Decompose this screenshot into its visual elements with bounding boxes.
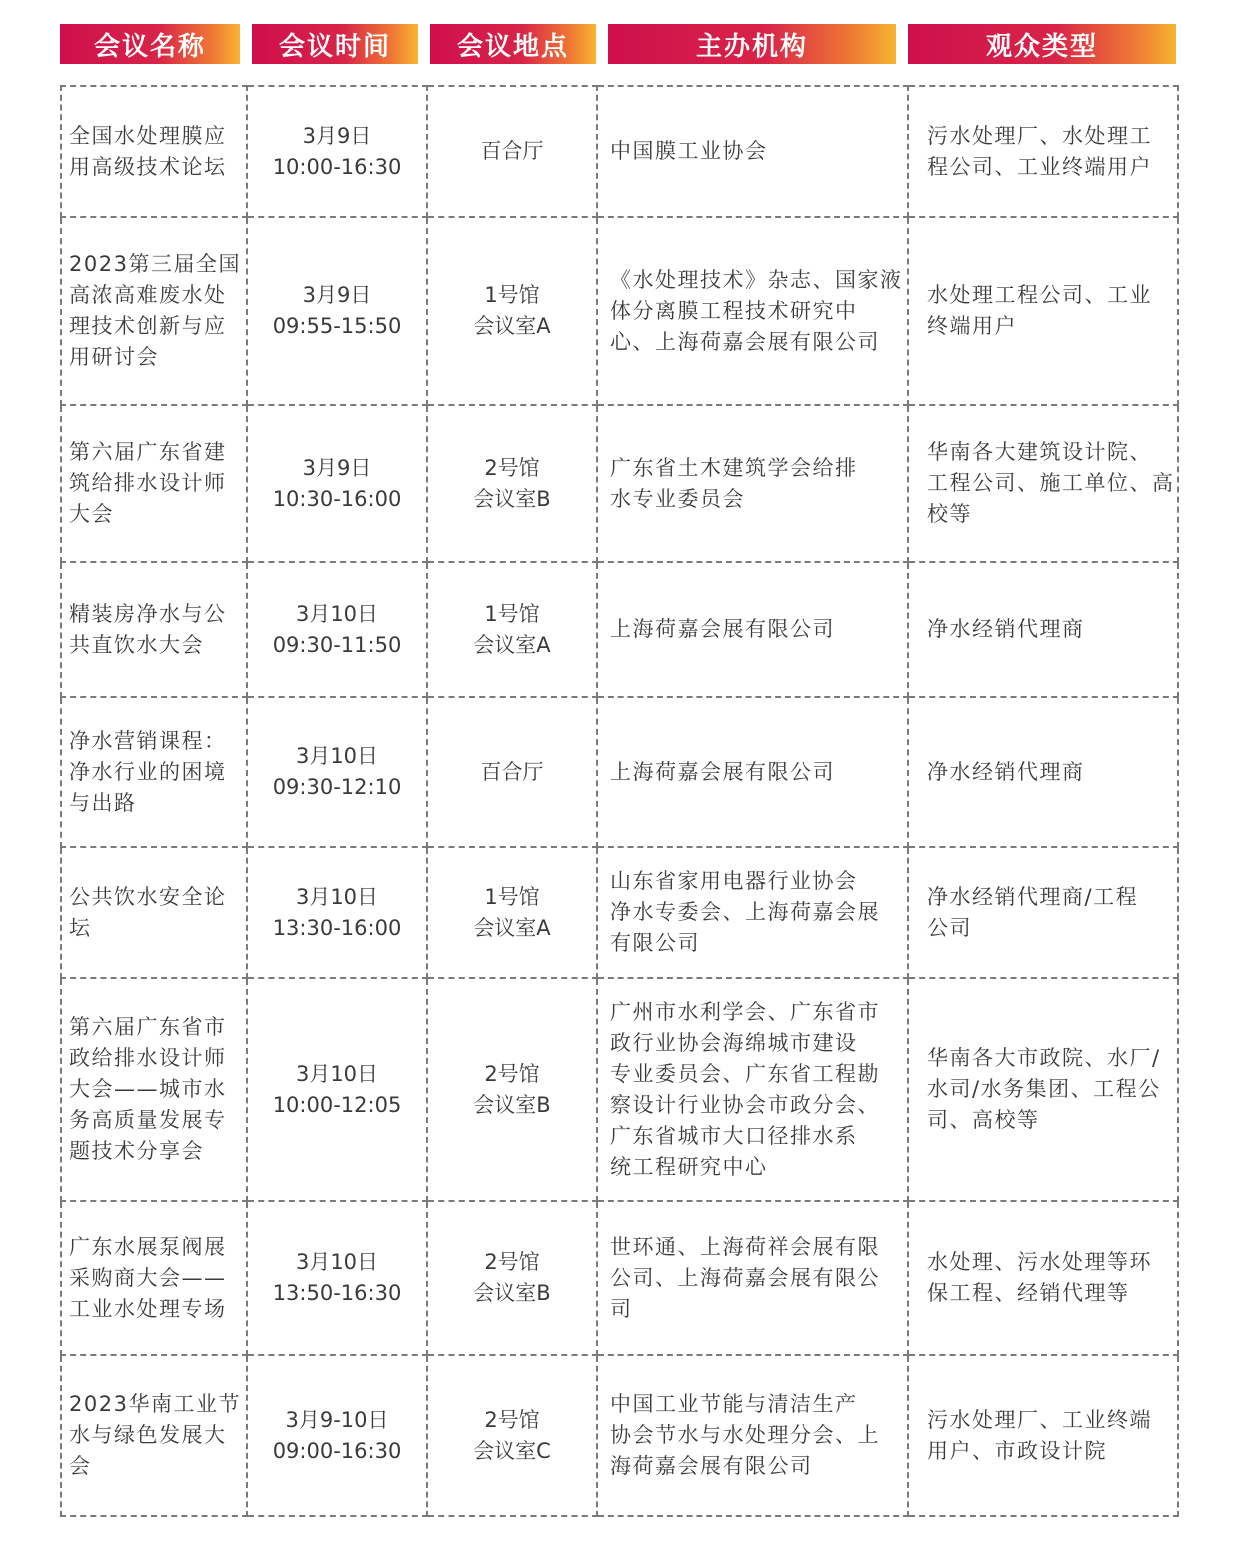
organizer-cell-line: 世环通、上海荷祥会展有限 [610,1234,880,1259]
organizer-cell-line: 《水处理技术》杂志、国家液 [610,267,903,292]
audience-cell-line: 水司/水务集团、工程公 [927,1077,1161,1101]
header-meeting-name: 会议名称 [60,24,240,64]
organizer-cell-line: 山东省家用电器行业协会 [610,869,858,893]
meeting-venue-cell-line: 1号馆 [484,283,540,307]
meeting-time-cell [247,1201,427,1355]
meeting-venue-cell-line: 1号馆 [484,884,540,909]
organizer-cell-line: 广州市水利学会、广东省市 [610,999,880,1024]
audience-cell-line: 终端用户 [927,314,1017,338]
meeting-name-cell [61,697,247,847]
audience-cell [908,1355,1178,1516]
meeting-venue-cell-line: 会议室A [473,632,551,657]
meeting-venue-cell-line: 会议室B [473,1281,551,1305]
organizer-cell [597,405,908,562]
meeting-venue-cell-line: 会议室B [473,486,551,511]
audience-cell-line: 工程公司、施工单位、高 [927,471,1175,495]
audience-cell-line: 水处理、污水处理等环 [927,1250,1152,1274]
meeting-date: 3月9-10日 [285,1407,389,1432]
audience-cell-line: 净水经销代理商 [927,759,1085,784]
meeting-venue-cell [427,1355,597,1516]
audience-cell [908,1201,1178,1355]
meeting-name-cell-line: 第六届广东省建 [69,440,227,464]
meeting-name-cell-line: 高浓高难废水处 [69,283,227,307]
meeting-name-cell-line: 公共饮水安全论 [69,884,227,909]
organizer-cell [597,217,908,405]
organizer-cell [597,978,908,1201]
meeting-venue-cell [427,405,597,562]
meeting-time-cell [247,1355,427,1516]
header-audience-type: 观众类型 [908,24,1176,64]
meeting-name-cell [61,86,247,217]
organizer-cell-line: 心、上海荷嘉会展有限公司 [610,329,880,354]
meeting-venue-cell-line: 百合厅 [480,759,544,784]
meeting-venue-cell-line: 会议室B [473,1092,551,1117]
meeting-time-cell [247,405,427,562]
meeting-date: 3月10日 [295,884,379,909]
meeting-date: 3月10日 [295,601,379,626]
organizer-cell [597,847,908,978]
meeting-name-cell-line: 题技术分享会 [69,1139,204,1163]
meeting-date: 3月10日 [295,744,379,768]
meeting-name-cell-line: 务高质量发展专 [69,1108,227,1132]
organizer-cell-line: 有限公司 [610,931,700,955]
meeting-name-cell-line: 净水营销课程： [69,728,227,753]
meeting-name-cell [61,1201,247,1355]
meeting-date: 3月9日 [302,455,372,480]
table-row [61,562,1178,697]
meeting-name-cell-line: 广东水展泵阀展 [69,1234,227,1259]
meeting-hours: 13:50-16:30 [272,1281,402,1305]
meeting-time-cell [247,562,427,697]
meeting-venue-cell-line: 2号馆 [484,455,540,480]
meeting-name-cell-line: 理技术创新与应 [69,314,227,338]
meeting-name-cell-line: 大会——城市水 [69,1077,227,1101]
organizer-cell-line: 水专业委员会 [610,486,745,511]
meeting-venue-cell-line: 百合厅 [480,139,544,163]
meeting-time-cell [247,978,427,1201]
meeting-name-cell [61,1355,247,1516]
meeting-date: 3月10日 [295,1061,379,1086]
meeting-name-cell-line: 净水行业的困境 [69,759,227,784]
meeting-venue-cell-line: 2号馆 [484,1061,540,1086]
organizer-cell-line: 净水专委会、上海荷嘉会展 [610,900,880,924]
meeting-time-cell [247,217,427,405]
meeting-hours: 09:30-11:50 [272,632,402,657]
meeting-name-cell-line: 第六届广东省市 [69,1015,227,1039]
meeting-venue-cell [427,847,597,978]
meeting-venue-cell-line: 会议室A [473,915,551,940]
meeting-venue-cell [427,217,597,405]
organizer-cell-line: 统工程研究中心 [610,1154,768,1179]
organizer-cell-line: 中国膜工业协会 [610,139,768,163]
meeting-name-cell-line: 采购商大会—— [69,1265,227,1290]
meeting-venue-cell-line: 会议室C [473,1438,551,1463]
audience-cell [908,405,1178,562]
organizer-cell-line: 协会节水与水处理分会、上 [610,1423,880,1447]
organizer-cell-line: 海荷嘉会展有限公司 [610,1454,813,1478]
organizer-cell-line: 司 [610,1296,633,1321]
audience-cell [908,217,1178,405]
meeting-time-cell [247,847,427,978]
meeting-name-cell-line: 精装房净水与公 [69,601,227,626]
organizer-cell-line: 上海荷嘉会展有限公司 [610,759,835,784]
audience-cell-line: 公司 [927,915,972,940]
audience-cell-line: 校等 [927,502,972,526]
meeting-hours: 09:30-12:10 [272,775,402,799]
audience-cell-line: 司、高校等 [927,1108,1040,1132]
audience-cell-line: 华南各大建筑设计院、 [927,440,1152,464]
organizer-cell-line: 中国工业节能与清洁生产 [610,1392,858,1416]
audience-cell-line: 污水处理厂、工业终端 [927,1407,1152,1432]
meeting-hours: 10:30-16:00 [272,486,402,511]
meeting-venue-cell [427,978,597,1201]
meeting-venue-cell-line: 1号馆 [484,601,540,626]
audience-cell [908,847,1178,978]
organizer-cell [597,562,908,697]
organizer-cell [597,86,908,217]
audience-cell-line: 华南各大市政院、水厂/ [927,1046,1161,1070]
meeting-time-cell [247,86,427,217]
audience-cell [908,86,1178,217]
table-header [0,24,1241,64]
audience-cell-line: 程公司、工业终端用户 [927,154,1152,179]
meeting-venue-cell-line: 会议室A [473,314,551,338]
organizer-cell-line: 广东省土木建筑学会给排 [610,455,858,480]
meeting-hours: 09:00-16:30 [272,1438,402,1463]
meeting-name-cell-line: 筑给排水设计师 [69,471,227,495]
meeting-hours: 09:55-15:50 [272,314,402,338]
meeting-hours: 10:00-12:05 [272,1092,402,1117]
meeting-date: 3月10日 [295,1250,379,1274]
meeting-name-cell [61,562,247,697]
header-meeting-time: 会议时间 [252,24,418,64]
meeting-name-cell-line: 会 [69,1454,92,1478]
table-row [61,697,1178,847]
audience-cell-line: 水处理工程公司、工业 [927,283,1152,307]
table-row [61,217,1178,405]
meeting-name-cell-line: 与出路 [69,790,137,815]
meeting-venue-cell [427,562,597,697]
meeting-hours: 13:30-16:00 [272,915,402,940]
audience-cell-line: 净水经销代理商/工程 [927,884,1139,909]
audience-cell [908,697,1178,847]
table-row [61,1201,1178,1355]
table-row [61,847,1178,978]
audience-cell-line: 净水经销代理商 [927,617,1085,641]
organizer-cell [597,1201,908,1355]
meeting-name-cell [61,847,247,978]
header-organizer: 主办机构 [608,24,896,64]
meeting-venue-cell [427,697,597,847]
schedule-body [61,86,1178,1516]
meeting-name-cell-line: 用高级技术论坛 [69,154,227,179]
meeting-venue-cell-line: 2号馆 [484,1250,540,1274]
organizer-cell-line: 上海荷嘉会展有限公司 [610,617,835,641]
meeting-name-cell [61,405,247,562]
meeting-name-cell-line: 全国水处理膜应 [69,123,227,148]
organizer-cell [597,697,908,847]
organizer-cell [597,1355,908,1516]
audience-cell [908,978,1178,1201]
meeting-name-cell-line: 政给排水设计师 [69,1046,227,1070]
meeting-name-cell-line: 共直饮水大会 [69,632,204,657]
meeting-venue-cell [427,1201,597,1355]
meeting-venue-cell-line: 2号馆 [484,1407,540,1432]
audience-cell [908,562,1178,697]
audience-cell-line: 保工程、经销代理等 [927,1281,1130,1305]
organizer-cell-line: 专业委员会、广东省工程勘 [610,1061,880,1086]
meeting-date: 3月9日 [302,123,372,148]
audience-cell-line: 污水处理厂、水处理工 [927,123,1152,148]
organizer-cell-line: 政行业协会海绵城市建设 [610,1030,858,1055]
organizer-cell-line: 察设计行业协会市政分会、 [610,1092,880,1117]
meeting-date: 3月9日 [302,283,372,307]
meeting-venue-cell [427,86,597,217]
meeting-name-cell-line: 2023华南工业节 [69,1392,241,1416]
table-row [61,86,1178,217]
table-row [61,1355,1178,1516]
meeting-name-cell-line: 工业水处理专场 [69,1296,227,1321]
meeting-name-cell [61,217,247,405]
meeting-name-cell-line: 大会 [69,502,114,526]
meeting-name-cell-line: 用研讨会 [69,345,159,369]
meeting-time-cell [247,697,427,847]
header-meeting-venue: 会议地点 [430,24,596,64]
meeting-name-cell-line: 2023第三届全国 [69,252,241,276]
schedule-table [60,85,1179,1517]
table-row [61,405,1178,562]
meeting-name-cell-line: 坛 [69,915,92,940]
organizer-cell-line: 体分离膜工程技术研究中 [610,298,858,323]
organizer-cell-line: 广东省城市大口径排水系 [610,1123,858,1148]
table-row [61,978,1178,1201]
meeting-name-cell [61,978,247,1201]
meeting-name-cell-line: 水与绿色发展大 [69,1423,227,1447]
meeting-hours: 10:00-16:30 [272,154,402,179]
organizer-cell-line: 公司、上海荷嘉会展有限公 [610,1265,880,1290]
audience-cell-line: 用户、市政设计院 [927,1438,1107,1463]
